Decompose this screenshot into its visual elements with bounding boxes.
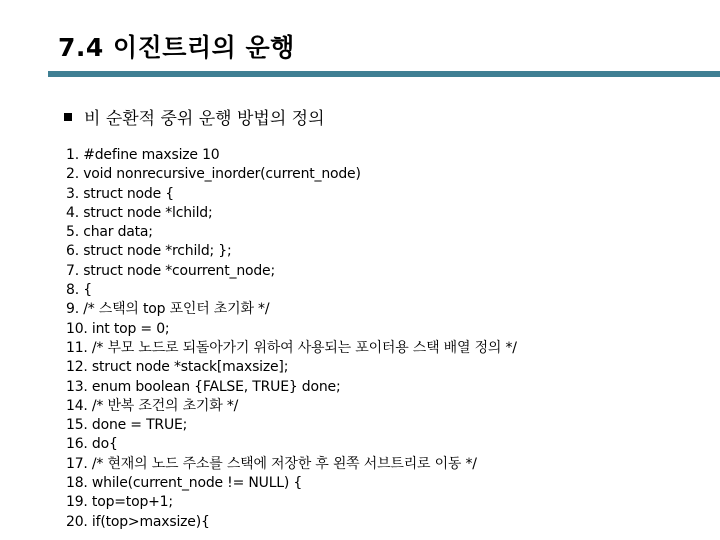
code-line: 16. do{ (66, 436, 118, 453)
section-heading (64, 104, 325, 129)
code-line: 15. done = TRUE; (66, 417, 188, 434)
code-listing (66, 146, 706, 532)
slide-title: 7.4 이진트리의 운행 (58, 33, 295, 62)
code-line: 17. /* 현재의 노드 주소를 스택에 저장한 후 왼쪽 서브트리로 이동 */ (66, 455, 477, 472)
code-line: 4. struct node *lchild; (66, 204, 213, 221)
code-line: 1. #define maxsize 10 (66, 147, 220, 163)
code-line: 6. struct node *rchild; }; (66, 243, 232, 260)
code-line: 13. enum boolean {FALSE, TRUE} done; (66, 378, 341, 395)
code-line: 11. /* 부모 노드로 되돌아가기 위하여 사용되는 포이터용 스택 배열 정의 */ (66, 339, 517, 356)
code-line: 19. top=top+1; (66, 494, 173, 511)
code-line: 2. void nonrecursive_inorder(current_node) (66, 166, 361, 183)
code-line: 3. struct node { (66, 185, 174, 202)
code-line: 9. /* 스택의 top 포인터 초기화 */ (66, 301, 270, 318)
code-line: 14. /* 반복 조건의 초기화 */ (66, 397, 239, 414)
code-line: 18. while(current_node != NULL) { (66, 475, 303, 492)
code-line: 7. struct node *courrent_node; (66, 262, 275, 279)
code-line: 8. { (66, 282, 92, 299)
code-line: 10. int top = 0; (66, 320, 170, 337)
code-line: 12. struct node *stack[maxsize]; (66, 359, 289, 376)
code-line: 5. char data; (66, 224, 153, 241)
code-line: 20. if(top>maxsize){ (66, 513, 210, 530)
title-divider (48, 71, 720, 77)
section-heading-text: 비 순환적 중위 운행 방법의 정의 (84, 109, 325, 129)
square-bullet-icon (64, 113, 72, 121)
